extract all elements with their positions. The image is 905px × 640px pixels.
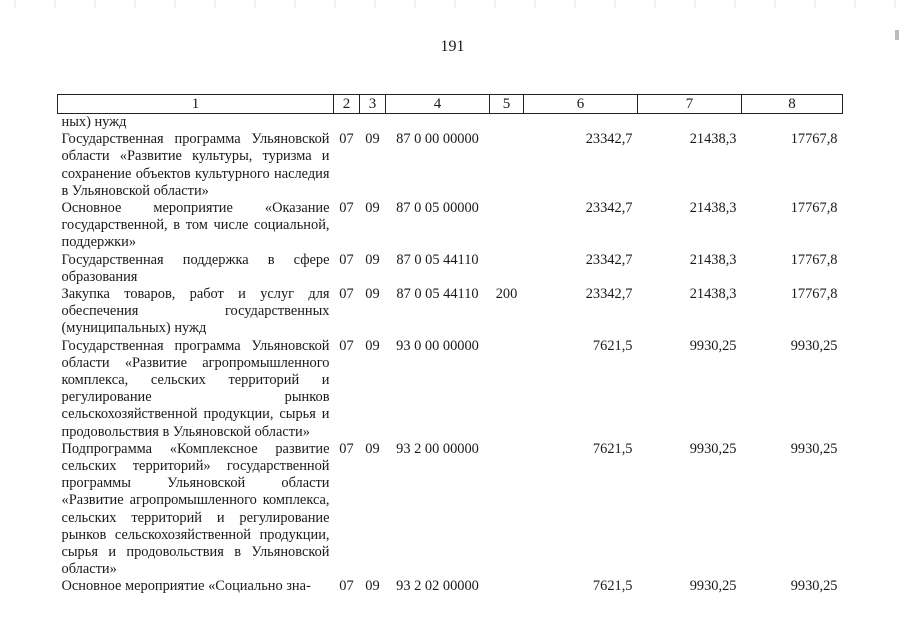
row-amount-col6: 7621,5 bbox=[592, 578, 633, 595]
row-amount-col6: 23342,7 bbox=[585, 200, 633, 217]
column-header-2: 2 bbox=[334, 95, 360, 114]
row-subsection: 09 bbox=[365, 440, 380, 457]
row-name: Государственная программа Ульяновской области «Развитие культуры, туризма и сохранение объектов культурного наследия в Ульяновской области» bbox=[61, 131, 330, 199]
row-name: Закупка товаров, работ и услуг для обеспечения государственных (муниципальных) нужд bbox=[61, 286, 330, 337]
row-expense-type bbox=[490, 200, 524, 252]
row-subsection bbox=[360, 114, 386, 132]
row-name: Государственная программа Ульяновской области «Развитие агропромышленного комплекса, сельских территорий и регулирование рынков сельскохозяйственной продукции, сырья и продовольствия в Ульяновской области» bbox=[61, 337, 330, 440]
row-amount-col8: 9930,25 bbox=[790, 440, 838, 457]
column-header-4: 4 bbox=[386, 95, 490, 114]
row-amount-col6: 23342,7 bbox=[585, 286, 633, 303]
row-expense-type bbox=[490, 131, 524, 200]
row-name: ных) нужд bbox=[61, 114, 127, 130]
row-amount-col6: 7621,5 bbox=[592, 440, 633, 457]
row-amount-col7: 9930,25 bbox=[689, 440, 737, 457]
row-amount-col6: 23342,7 bbox=[585, 251, 633, 268]
row-target-code bbox=[386, 114, 490, 132]
row-section: 07 bbox=[339, 578, 354, 595]
row-expense-type bbox=[490, 252, 524, 286]
column-header-3: 3 bbox=[360, 95, 386, 114]
row-subsection: 09 bbox=[365, 286, 380, 303]
row-amount-col7: 9930,25 bbox=[689, 337, 737, 354]
row-amount-col8: 9930,25 bbox=[790, 337, 838, 354]
row-target-code: 93 0 00 00000 bbox=[396, 337, 479, 354]
row-target-code: 87 0 00 00000 bbox=[396, 131, 479, 148]
row-target-code: 87 0 05 44110 bbox=[396, 251, 479, 268]
row-section: 07 bbox=[339, 251, 354, 268]
column-header-5: 5 bbox=[490, 95, 524, 114]
row-expense-type: 200 bbox=[495, 286, 518, 303]
row-section: 07 bbox=[339, 337, 354, 354]
row-amount-col7 bbox=[638, 114, 742, 132]
row-target-code: 87 0 05 44110 bbox=[396, 286, 479, 303]
table-row bbox=[58, 286, 843, 338]
row-amount-col8: 17767,8 bbox=[790, 251, 838, 268]
row-amount-col8 bbox=[742, 114, 843, 132]
column-header-6: 6 bbox=[524, 95, 638, 114]
row-target-code: 87 0 05 00000 bbox=[396, 200, 479, 217]
header-row bbox=[58, 95, 843, 114]
row-subsection: 09 bbox=[365, 131, 380, 148]
row-subsection: 09 bbox=[365, 337, 380, 354]
column-header-1: 1 bbox=[58, 95, 334, 114]
table-row bbox=[58, 441, 843, 579]
row-section: 07 bbox=[339, 200, 354, 217]
row-amount-col8: 17767,8 bbox=[790, 286, 838, 303]
row-amount-col8: 17767,8 bbox=[790, 131, 838, 148]
row-amount-col6: 23342,7 bbox=[585, 131, 633, 148]
row-section: 07 bbox=[339, 440, 354, 457]
column-header-8: 8 bbox=[742, 95, 843, 114]
row-section bbox=[334, 114, 360, 132]
budget-table bbox=[57, 94, 843, 596]
budget-table-container bbox=[57, 94, 842, 596]
row-expense-type bbox=[490, 114, 524, 132]
row-amount-col7: 21438,3 bbox=[689, 131, 737, 148]
row-name: Основное мероприятие «Оказание государственной, в том числе социальной, поддержки» bbox=[61, 200, 330, 251]
row-target-code: 93 2 02 00000 bbox=[396, 578, 479, 595]
table-body bbox=[58, 114, 843, 596]
row-name: Основное мероприятие «Социально зна- bbox=[61, 578, 311, 595]
row-amount-col8: 17767,8 bbox=[790, 200, 838, 217]
table-row bbox=[58, 252, 843, 286]
row-amount-col7: 21438,3 bbox=[689, 286, 737, 303]
row-amount-col6: 7621,5 bbox=[592, 337, 633, 354]
row-expense-type bbox=[490, 338, 524, 441]
row-target-code: 93 2 00 00000 bbox=[396, 440, 479, 457]
scan-noise bbox=[0, 0, 905, 8]
row-subsection: 09 bbox=[365, 200, 380, 217]
row-amount-col6 bbox=[524, 114, 638, 132]
row-name: Государственная поддержка в сфере образования bbox=[61, 251, 330, 285]
row-name: Подпрограмма «Комплексное развитие сельских территорий» государственной программы Ульяновской области «Развитие агропромышленного комплекса, сельских территорий и регулирование рынков сельскохозяйственной продукции, сырья и продовольствия в Ульяновской области» bbox=[61, 440, 330, 578]
row-expense-type bbox=[490, 578, 524, 595]
page-number: 191 bbox=[440, 38, 465, 55]
table-row bbox=[58, 114, 843, 132]
table-row bbox=[58, 578, 843, 595]
row-subsection: 09 bbox=[365, 251, 380, 268]
table-row bbox=[58, 200, 843, 252]
column-header-7: 7 bbox=[638, 95, 742, 114]
row-expense-type bbox=[490, 441, 524, 579]
row-section: 07 bbox=[339, 131, 354, 148]
row-section: 07 bbox=[339, 286, 354, 303]
row-amount-col7: 9930,25 bbox=[689, 578, 737, 595]
row-amount-col7: 21438,3 bbox=[689, 251, 737, 268]
table-row bbox=[58, 338, 843, 441]
row-subsection: 09 bbox=[365, 578, 380, 595]
table-row bbox=[58, 131, 843, 200]
row-amount-col8: 9930,25 bbox=[790, 578, 838, 595]
row-amount-col7: 21438,3 bbox=[689, 200, 737, 217]
